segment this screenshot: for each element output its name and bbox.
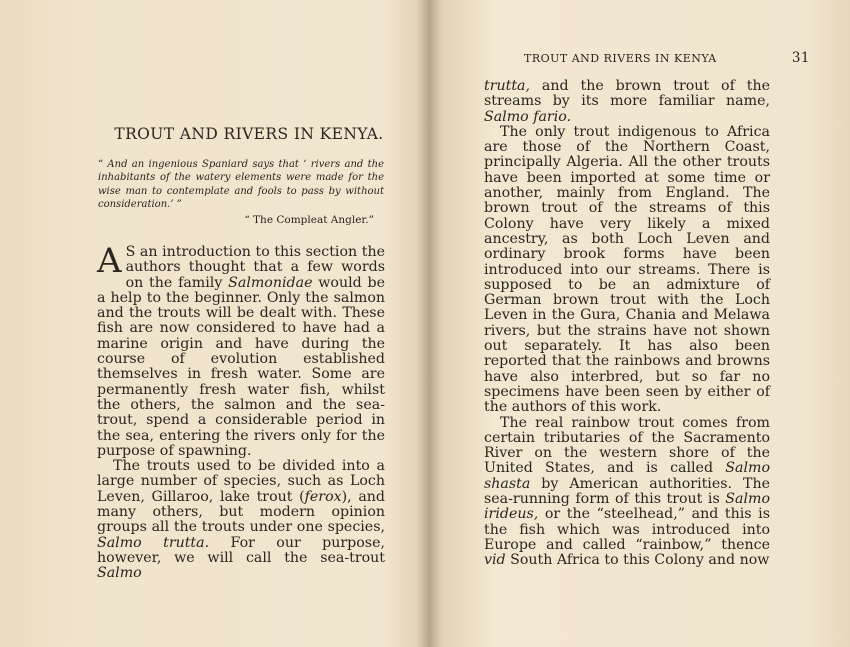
left-body-text [97, 241, 385, 582]
right-paragraph-1: trutta, and the brown trout of the streams by its more familiar name, Salmo fario. [484, 78, 770, 125]
running-head-title: TROUT AND RIVERS IN KENYA [524, 52, 717, 65]
epigraph-attribution: “ The Compleat Angler.” [244, 214, 374, 226]
drop-cap: A [97, 241, 122, 281]
left-paragraph-1: A S an introduction to this section the authors thought that a few words on the family Salmonidae would be a help to the beginner. Only the salmon and the trouts will be dealt with. These fish are now considered to have had a marine origin and have during the course of evolution established themselves in fresh water. Some are permanently fresh water fish, whilst the others, the salmon and the sea-trout, spend a considerable period in the sea, entering the rivers only for the purpose of spawning. [97, 241, 385, 459]
right-paragraph-3: The real rainbow trout comes from certain tributaries of the Sacramento River on the western shore of the United States, and is called Salmo shasta by American authorities. The sea-running form of this trout is Salmo irideus, or the “steelhead,” and this is the fish which was introduced into Europe and called “rainbow,” thence vid South Africa to this Colony and now [484, 414, 770, 569]
running-head [524, 50, 810, 66]
chapter-title: TROUT AND RIVERS IN KENYA. [114, 125, 384, 143]
epigraph: “ And an ingenious Spaniard says that ‘ rivers and the inhabitants of the watery elements were made for the wise man to contemplate and fools to pass by without consideration.’ ” [98, 159, 384, 210]
page-number: 31 [791, 50, 810, 66]
right-body-text [484, 79, 770, 569]
left-paragraph-2: The trouts used to be divided into a large number of species, such as Loch Leven, Gillaroo, lake trout (ferox), and many others, but modern opinion groups all the trouts under one species, Salmo trutta. For our purpose, however, we will call the sea-trout Salmo [97, 458, 385, 582]
right-page [436, 0, 850, 647]
right-paragraph-2: The only trout indigenous to Africa are those of the Northern Coast, principally Algeria. All the other trouts have been imported at some time or another, mainly from England. The brown trout of the streams of this Colony have very likely a mixed ancestry, as both Loch Leven and ordinary brook forms have been introduced into our streams. There is supposed to be an admixture of German brown trout with the Loch Leven in the Gura, Chania and Melawa rivers, but the strains have not shown out separately. It has also been reported that the rainbows and browns have also interbred, but so far no specimens have been seen by either of the authors of this work. [484, 123, 770, 416]
